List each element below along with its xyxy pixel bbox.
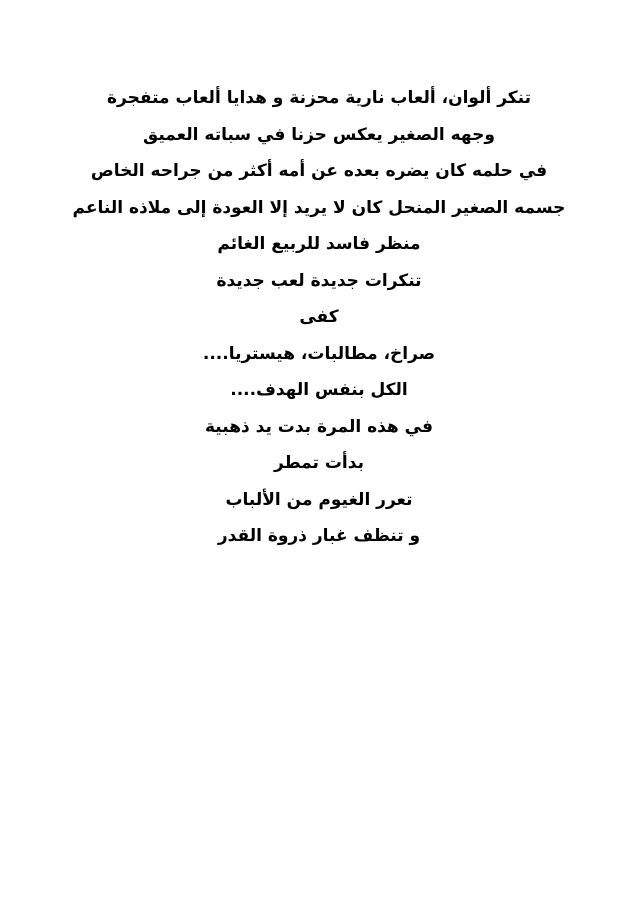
poem-line: تعرر الغيوم من الألباب — [225, 489, 413, 510]
poem-body — [0, 80, 638, 555]
poem-line: وجهه الصغير يعكس حزنا في سباته العميق — [143, 124, 495, 145]
poem-line: جسمه الصغير المنحل كان لا يريد إلا العودة إلى ملاذه الناعم — [72, 197, 566, 218]
poem-line: تنكر ألوان، ألعاب نارية محزنة و هدايا ألعاب متفجرة — [107, 88, 531, 108]
poem-line: في حلمه كان يضره بعده عن أمه أكثر من جراحه الخاص — [90, 161, 548, 181]
poem-line: الكل بنفس الهدف.... — [230, 380, 408, 400]
poem-line: في هذه المرة بدت يد ذهبية — [205, 416, 433, 437]
poem-line: تنكرات جديدة لعب جديدة — [216, 270, 422, 291]
poem-line: منظر فاسد للربيع الغائم — [217, 234, 421, 254]
poem-line: صراخ، مطالبات، هيستريا.... — [202, 343, 436, 364]
poem-line: بدأت تمطر — [274, 453, 364, 473]
poem-line: و تنظف غبار ذروة القدر — [217, 526, 421, 546]
poem-line: كفى — [299, 307, 339, 327]
